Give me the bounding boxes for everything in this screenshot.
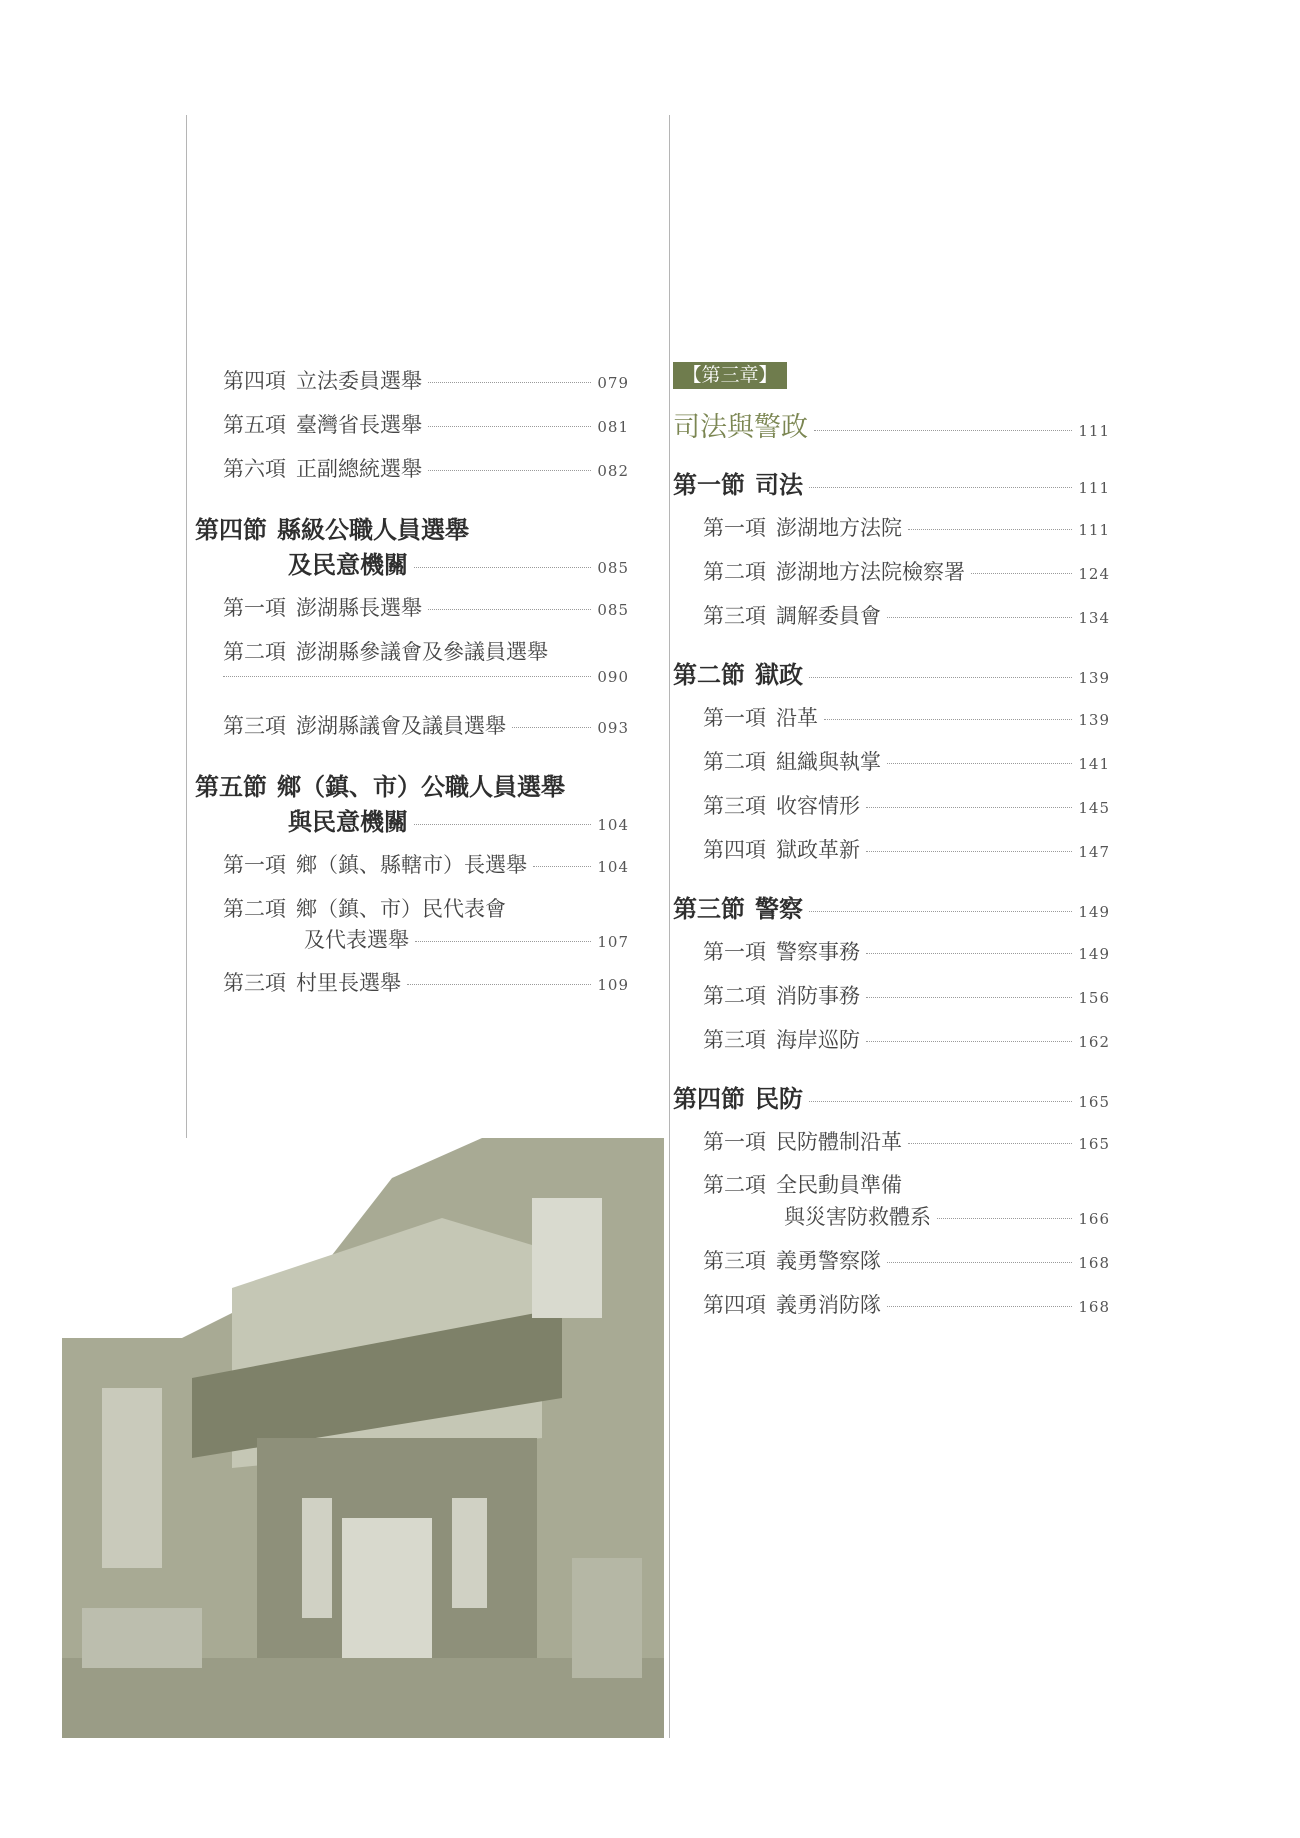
section-label: 第四節	[195, 515, 267, 544]
section-heading[interactable]	[673, 889, 1110, 924]
entry-title: 義勇消防隊	[776, 1293, 881, 1317]
page-number: 139	[1078, 711, 1110, 729]
entry-title: 澎湖縣長選舉	[296, 596, 422, 620]
page-number: 139	[1078, 669, 1110, 687]
entry-title: 義勇警察隊	[776, 1249, 881, 1273]
page-number: 085	[597, 601, 629, 619]
page-number: 147	[1078, 843, 1110, 861]
entry-title: 正副總統選舉	[296, 457, 422, 481]
leader-dots	[428, 609, 591, 610]
leader-dots	[887, 1306, 1072, 1307]
leader-dots	[809, 911, 1072, 912]
page-number: 165	[1078, 1135, 1110, 1153]
section-title: 鄉（鎮、市）公職人員選舉	[277, 772, 565, 801]
entry-label: 第二項	[223, 640, 286, 664]
leader-dots	[809, 487, 1072, 488]
section-title: 民防	[755, 1084, 803, 1113]
entry-title: 澎湖縣議會及議員選舉	[296, 714, 506, 738]
page-number: 081	[597, 418, 629, 436]
page-number: 104	[597, 858, 629, 876]
entry-label: 第三項	[703, 1028, 766, 1052]
entry-label: 第一項	[223, 853, 286, 877]
entry-label: 第五項	[223, 413, 286, 437]
section-title: 及民意機關	[288, 550, 408, 579]
page-number: 168	[1078, 1254, 1110, 1272]
toc-entry[interactable]	[223, 365, 629, 395]
entry-title: 調解委員會	[776, 604, 881, 628]
page-number: 162	[1078, 1033, 1110, 1051]
leader-dots	[428, 382, 591, 383]
entry-title: 村里長選舉	[296, 971, 401, 995]
entry-label: 第三項	[703, 604, 766, 628]
leader-dots	[407, 984, 591, 985]
page-number: 145	[1078, 799, 1110, 817]
entry-title: 與災害防救體系	[784, 1205, 931, 1229]
leader-dots	[415, 941, 591, 942]
toc-entry[interactable]	[703, 746, 1110, 776]
toc-entry[interactable]	[703, 512, 1110, 542]
page-number: 104	[597, 816, 629, 834]
page-number: 111	[1078, 422, 1110, 440]
leader-dots	[866, 807, 1072, 808]
toc-entry[interactable]	[703, 1126, 1110, 1156]
leader-dots	[533, 866, 591, 867]
toc-entry[interactable]	[703, 790, 1110, 820]
leader-dots	[971, 573, 1072, 574]
entry-label: 第四項	[223, 369, 286, 393]
toc-entry[interactable]	[703, 702, 1110, 732]
toc-entry[interactable]	[223, 893, 506, 923]
entry-label: 第二項	[703, 984, 766, 1008]
section-heading[interactable]	[195, 510, 469, 545]
leader-dots	[866, 1041, 1072, 1042]
section-heading[interactable]	[673, 655, 1110, 690]
leader-dots	[887, 763, 1072, 764]
entry-label: 第二項	[703, 750, 766, 774]
section-title: 獄政	[755, 660, 803, 689]
toc-entry[interactable]	[223, 636, 548, 666]
section-title: 與民意機關	[288, 807, 408, 836]
entry-label: 第四項	[703, 1293, 766, 1317]
leader-dots	[512, 727, 591, 728]
entry-title: 澎湖地方法院檢察署	[776, 560, 965, 584]
toc-entry[interactable]	[223, 967, 629, 997]
entry-title: 全民動員準備	[776, 1173, 902, 1197]
entry-title: 警察事務	[776, 940, 860, 964]
entry-label: 第三項	[703, 794, 766, 818]
entry-label: 第二項	[223, 897, 286, 921]
entry-label: 第一項	[703, 706, 766, 730]
entry-label: 第一項	[703, 516, 766, 540]
entry-title: 沿革	[776, 706, 818, 730]
page-number: 093	[597, 719, 629, 737]
leader-dots	[937, 1218, 1072, 1219]
toc-entry[interactable]	[223, 453, 629, 483]
entry-label: 第三項	[703, 1249, 766, 1273]
page-number: 166	[1078, 1210, 1110, 1228]
leader-dots	[908, 1143, 1072, 1144]
left-margin-rule	[186, 115, 187, 1142]
leader-dots	[809, 1101, 1072, 1102]
toc-entry[interactable]	[703, 1245, 1110, 1275]
toc-entry[interactable]	[223, 592, 629, 622]
entry-title: 立法委員選舉	[296, 369, 422, 393]
leader-dots	[866, 953, 1072, 954]
toc-entry[interactable]	[223, 409, 629, 439]
page-number: 156	[1078, 989, 1110, 1007]
page-number: 149	[1078, 945, 1110, 963]
page-number: 085	[597, 559, 629, 577]
chapter-tag: 【第三章】	[673, 362, 787, 389]
entry-title: 臺灣省長選舉	[296, 413, 422, 437]
entry-label: 第二項	[703, 1173, 766, 1197]
section-heading[interactable]	[195, 767, 565, 802]
leader-dots	[814, 430, 1072, 431]
section-heading[interactable]	[673, 1079, 1110, 1114]
chapter-title: 司法與警政	[673, 412, 808, 443]
toc-entry[interactable]	[223, 849, 629, 879]
page-number: 079	[597, 374, 629, 392]
entry-title: 鄉（鎮、市）民代表會	[296, 897, 506, 921]
entry-title: 海岸巡防	[776, 1028, 860, 1052]
page-number: 111	[1078, 521, 1110, 539]
entry-title: 收容情形	[776, 794, 860, 818]
toc-entry[interactable]	[703, 1169, 902, 1199]
page-number: 111	[1078, 479, 1110, 497]
section-title: 縣級公職人員選舉	[277, 515, 469, 544]
entry-title: 澎湖縣參議會及參議員選舉	[296, 640, 548, 664]
leader-dots	[428, 470, 591, 471]
section-heading-cont[interactable]	[288, 802, 629, 837]
toc-entry[interactable]	[703, 600, 1110, 630]
page-number: 107	[597, 933, 629, 951]
section-title: 司法	[755, 470, 803, 499]
toc-entry-cont[interactable]	[784, 1201, 1110, 1231]
page-number: 082	[597, 462, 629, 480]
section-label: 第四節	[673, 1084, 745, 1113]
leader-dots	[887, 617, 1072, 618]
entry-label: 第二項	[703, 560, 766, 584]
section-label: 第五節	[195, 772, 267, 801]
page-number: 124	[1078, 565, 1110, 583]
section-heading[interactable]	[673, 465, 1110, 500]
section-title: 警察	[755, 894, 803, 923]
toc-entry[interactable]	[703, 1024, 1110, 1054]
leader-dots	[809, 677, 1072, 678]
leader-dots	[866, 851, 1072, 852]
toc-entry-cont[interactable]	[223, 668, 629, 686]
entry-title: 澎湖地方法院	[776, 516, 902, 540]
page-number: 149	[1078, 903, 1110, 921]
entry-label: 第六項	[223, 457, 286, 481]
toc-entry-cont[interactable]	[304, 924, 629, 954]
leader-dots	[887, 1262, 1072, 1263]
entry-title: 消防事務	[776, 984, 860, 1008]
leader-dots	[223, 676, 591, 677]
chapter-heading[interactable]	[673, 405, 1110, 444]
toc-entry[interactable]	[703, 556, 1110, 586]
entry-label: 第四項	[703, 838, 766, 862]
entry-title: 鄉（鎮、縣轄市）長選舉	[296, 853, 527, 877]
entry-label: 第一項	[703, 940, 766, 964]
entry-label: 第三項	[223, 714, 286, 738]
page-number: 134	[1078, 609, 1110, 627]
entry-title: 民防體制沿革	[776, 1130, 902, 1154]
page-number: 141	[1078, 755, 1110, 773]
entry-label: 第三項	[223, 971, 286, 995]
toc-entry[interactable]	[703, 834, 1110, 864]
page-number: 168	[1078, 1298, 1110, 1316]
leader-dots	[414, 567, 591, 568]
toc-entry[interactable]	[703, 936, 1110, 966]
section-label: 第一節	[673, 470, 745, 499]
entry-title: 及代表選舉	[304, 928, 409, 952]
leader-dots	[866, 997, 1072, 998]
leader-dots	[414, 824, 591, 825]
toc-entry[interactable]	[223, 710, 629, 740]
page-number: 109	[597, 976, 629, 994]
section-heading-cont[interactable]	[288, 545, 629, 580]
section-label: 第三節	[673, 894, 745, 923]
toc-entry[interactable]	[703, 980, 1110, 1010]
entry-title: 組織與執掌	[776, 750, 881, 774]
leader-dots	[428, 426, 591, 427]
page-number: 090	[597, 668, 629, 686]
column-divider-rule	[669, 115, 670, 1738]
entry-label: 第一項	[703, 1130, 766, 1154]
toc-entry[interactable]	[703, 1289, 1110, 1319]
leader-dots	[908, 529, 1072, 530]
entry-label: 第一項	[223, 596, 286, 620]
leader-dots	[824, 719, 1072, 720]
entry-title: 獄政革新	[776, 838, 860, 862]
section-label: 第二節	[673, 660, 745, 689]
page-number: 165	[1078, 1093, 1110, 1111]
building-photo	[62, 1138, 664, 1738]
